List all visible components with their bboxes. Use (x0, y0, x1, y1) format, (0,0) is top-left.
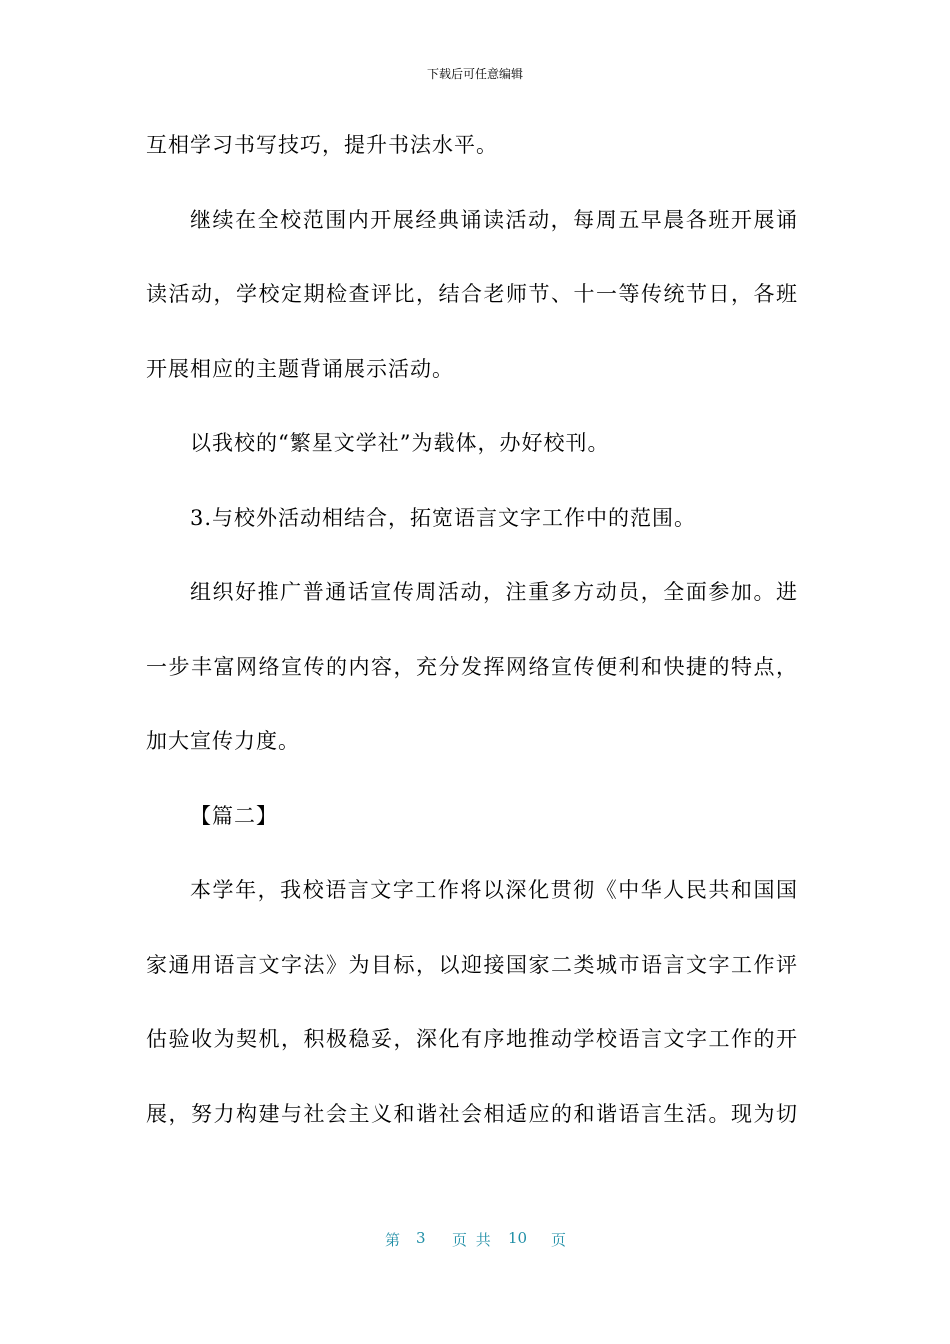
paragraph-line: 继续在全校范围内开展经典诵读活动，每周五早晨各班开展诵 (190, 207, 798, 232)
paragraph-line: 估验收为契机，积极稳妥，深化有序地推动学校语言文字工作的开 (146, 1027, 798, 1051)
paragraph-line: 互相学习书写技巧，提升书法水平。 (146, 133, 498, 157)
page-header: 下载后可任意编辑 (426, 67, 523, 81)
document-body (146, 127, 798, 1170)
paragraph-line: 展，努力构建与社会主义和谐社会相适应的和谐语言生活。现为切 (146, 1101, 798, 1126)
page-number: 3 (416, 1229, 426, 1247)
total-pages: 10 (508, 1229, 528, 1247)
page-footer (0, 1229, 950, 1249)
paragraph-line: 组织好推广普通话宣传周活动，注重多方动员，全面参加。进 (190, 580, 798, 604)
paragraph-line: 读活动，学校定期检查评比，结合老师节、十一等传统节日，各班 (146, 282, 798, 306)
page-label: 第 (385, 1231, 401, 1249)
paragraph-line: 以我校的“繁星文学社”为载体，办好校刊。 (190, 431, 610, 455)
section-heading: 3.与校外活动相结合，拓宽语言文字工作中的范围。 (190, 505, 697, 530)
paragraph-line: 开展相应的主题背诵展示活动。 (146, 356, 454, 381)
paragraph-line: 一步丰富网络宣传的内容，充分发挥网络宣传便利和快捷的特点， (146, 654, 798, 679)
page-total-label: 页 共 (452, 1231, 491, 1249)
paragraph-line: 本学年，我校语言文字工作将以深化贯彻《中华人民共和国国 (190, 878, 798, 902)
paragraph-line: 加大宣传力度。 (146, 729, 300, 753)
paragraph-line: 家通用语言文字法》为目标，以迎接国家二类城市语言文字工作评 (146, 952, 798, 977)
section-title: 【篇二】 (190, 803, 278, 828)
total-unit: 页 (551, 1231, 567, 1249)
